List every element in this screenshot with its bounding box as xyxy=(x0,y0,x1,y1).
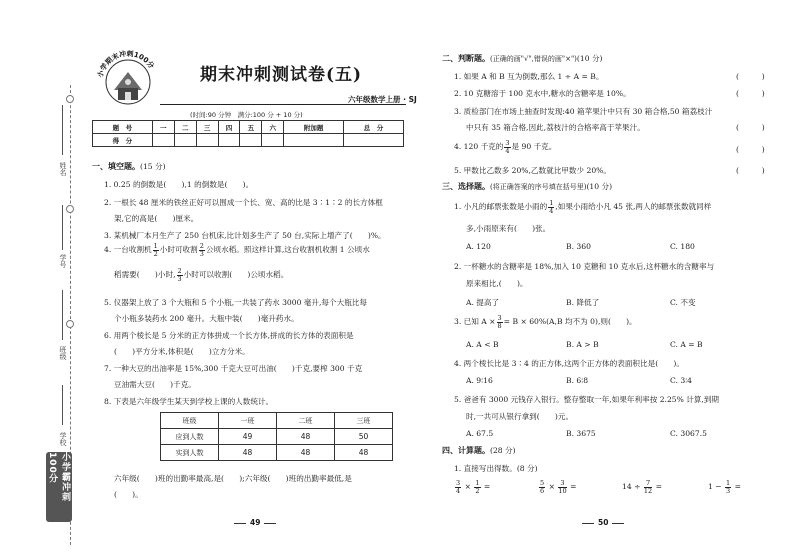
attendance-table-row xyxy=(161,445,393,461)
fraction xyxy=(474,480,480,494)
choice-question-1 xyxy=(454,200,711,214)
fraction xyxy=(497,315,503,329)
binding-strip xyxy=(0,0,82,560)
choice-q1-text-a: 1. 小凡的邮票张数是小雨的 xyxy=(454,202,548,211)
fraction-numerator: 1 xyxy=(726,479,731,487)
attendance-table-row xyxy=(161,429,393,445)
section-4-title: 四、计算题。 xyxy=(442,446,490,455)
answer-paren: ( ) xyxy=(736,123,765,132)
score-cell[interactable] xyxy=(152,134,174,147)
judge-question-2: 2. 10 克糖溶于 100 克水中,糖水的含糖率是 10%。 xyxy=(454,89,631,98)
fill-question-6: 6. 用两个棱长是 5 分米的正方体拼成一个长方体,拼成的长方体的表面积是 xyxy=(104,331,354,340)
page-number-left xyxy=(230,518,280,527)
fill-question-2: 2. 一根长 48 厘米的铁丝正好可以围成一个长、宽、高的比是 3∶1∶2 的长方体框 xyxy=(104,198,383,207)
attendance-table-header xyxy=(161,413,393,429)
fraction xyxy=(199,243,205,257)
score-cell[interactable] xyxy=(240,134,262,147)
score-table-header-cell: 三 xyxy=(196,121,218,134)
attendance-header-cell: 一班 xyxy=(219,413,277,429)
calc-expr-2 xyxy=(538,480,576,494)
fill-question-4-cont xyxy=(114,268,288,282)
section-3-note: (将正确答案的序号填在括号里) xyxy=(490,183,587,191)
class-label: 班级 xyxy=(59,346,67,360)
name-label: 姓名 xyxy=(59,162,67,176)
fraction-denominator: 6 xyxy=(540,486,545,495)
attendance-cell: 49 xyxy=(219,429,277,445)
equals-sign: = xyxy=(655,482,662,491)
q4-text-e: 小时可以收割( )公顷水稻。 xyxy=(183,270,289,279)
score-table-header-cell: 五 xyxy=(240,121,262,134)
series-logo-icon xyxy=(92,42,164,114)
fraction xyxy=(153,243,159,257)
binding-hole-icon xyxy=(66,320,74,328)
fraction-numerator: 3 xyxy=(558,480,566,488)
fraction-numerator: 7 xyxy=(644,480,652,488)
fraction-denominator: 10 xyxy=(558,486,567,495)
equals-sign: = xyxy=(734,482,741,491)
equals-sign: = xyxy=(483,482,491,491)
judge-question-3-cont: 中只有 35 箱合格,因此,荔枝汁的合格率高于苹果汁。 xyxy=(466,123,645,132)
brand-badge: 小学霸冲刺100分 xyxy=(46,452,72,522)
fill-question-3: 3. 某机械厂本月生产了 250 台机床,比计划多生产了 50 台,实际上增产了( )%。 xyxy=(104,231,386,240)
choice-question-1-cont: 多,小雨原来有( )张。 xyxy=(466,224,551,233)
attendance-table xyxy=(160,412,393,461)
operator: × xyxy=(548,482,555,491)
attendance-cell: 48 xyxy=(335,445,393,461)
fraction-denominator: 12 xyxy=(643,486,653,495)
choice-q3-text-a: 3. 已知 A × xyxy=(454,317,496,326)
right-page xyxy=(418,0,800,560)
judge-question-1: 1. 如果 A 和 B 互为倒数,那么 1 ÷ A = B。 xyxy=(454,72,604,81)
fraction xyxy=(455,480,461,494)
choice-q1-option-b: B. 360 xyxy=(566,242,591,251)
section-1-points: (15 分) xyxy=(140,162,166,171)
fraction-denominator: 4 xyxy=(549,206,554,215)
page-number-right xyxy=(578,518,628,527)
operator: × xyxy=(464,482,471,491)
score-table-header-cell: 六 xyxy=(262,121,284,134)
attendance-cell: 应到人数 xyxy=(161,429,219,445)
attendance-cell: 实到人数 xyxy=(161,445,219,461)
answer-paren: ( ) xyxy=(736,145,765,154)
fraction-denominator: 2 xyxy=(153,249,158,258)
choice-question-5: 5. 爸爸有 3000 元钱存入银行。整存整取一年,如果年利率按 2.25% 计算,到期 xyxy=(454,395,720,404)
answer-paren: ( ) xyxy=(736,166,765,175)
answer-paren: ( ) xyxy=(736,72,765,81)
attendance-header-cell: 二班 xyxy=(277,413,335,429)
section-1-title: 一、填空题。 xyxy=(92,162,140,171)
q4-text-c: 公顷水稻。照这样计算,这台收割机收割 1 公顷水 xyxy=(205,245,370,254)
title-divider xyxy=(160,104,406,105)
choice-q2-option-a: A. 提高了 xyxy=(466,298,500,307)
choice-q5-option-c: C. 3067.5 xyxy=(670,429,707,438)
choice-q2-option-b: B. 降低了 xyxy=(566,298,600,307)
attendance-header-cell: 班级 xyxy=(161,413,219,429)
answer-paren: ( ) xyxy=(736,89,765,98)
section-2-title: 二、判断题。 xyxy=(442,54,490,63)
fraction-numerator: 2 xyxy=(199,242,204,250)
judge-q4-text-b: 是 90 千克。 xyxy=(511,142,557,151)
fill-question-5: 5. 仪器架上放了 3 个大瓶和 5 个小瓶,一共装了药水 3000 毫升,每个大瓶比每 xyxy=(104,298,367,307)
fraction-numerator: 1 xyxy=(153,242,158,250)
q4-text-a: 4. 一台收割机 xyxy=(104,245,152,254)
score-table-header-cell: 题 号 xyxy=(93,121,153,134)
section-4-points: (28 分) xyxy=(490,446,516,455)
section-2-heading xyxy=(442,55,603,63)
fill-question-8-answer-cont: ( )。 xyxy=(114,490,143,499)
section-3-points: (10 分) xyxy=(586,182,613,191)
fill-question-5-cont: 个小瓶多装药水 200 毫升。大瓶中装( )毫升药水。 xyxy=(114,314,299,323)
attendance-header-cell: 三班 xyxy=(335,413,393,429)
calc-sub-1: 1. 直接写出得数。(8 分) xyxy=(454,464,538,473)
fraction-denominator: 2 xyxy=(475,486,480,495)
attendance-cell: 50 xyxy=(335,429,393,445)
page-title: 期末冲刺测试卷(五) xyxy=(200,65,363,85)
score-table-header-cell: 总 分 xyxy=(344,121,404,134)
fraction-numerator: 3 xyxy=(505,139,510,147)
school-write-line xyxy=(62,385,63,425)
score-table-header-row xyxy=(93,121,404,134)
attendance-cell: 48 xyxy=(219,445,277,461)
fraction-denominator: 8 xyxy=(497,321,502,330)
page-number-value: 50 xyxy=(598,518,609,527)
exam-meta: (时间:90 分钟 满分:100 分 + 10 分) xyxy=(190,111,303,119)
fraction-denominator: 3 xyxy=(177,274,182,283)
page-number-value: 49 xyxy=(250,518,261,527)
binding-hole-icon xyxy=(66,95,74,103)
score-table xyxy=(92,120,404,147)
choice-question-2-cont: 原来相比,( )。 xyxy=(466,279,528,288)
choice-q3-option-b: B. A > B xyxy=(566,340,599,349)
q4-text-d: 稻需要( )小时, xyxy=(114,270,176,279)
student-id-write-line xyxy=(62,205,63,250)
choice-q1-text-b: ,如果小雨给小凡 45 张,两人的邮票张数就同样 xyxy=(555,202,712,211)
school-label: 学校 xyxy=(59,432,67,446)
fraction xyxy=(644,480,652,494)
equals-sign: = xyxy=(570,482,577,491)
choice-q1-option-a: A. 120 xyxy=(466,242,491,251)
choice-q3-option-a: A. A < B xyxy=(466,340,499,349)
choice-question-5-cont: 时,一共可从银行拿到( )元。 xyxy=(466,412,574,421)
fraction-numerator: 2 xyxy=(177,267,182,275)
score-cell[interactable] xyxy=(344,134,404,147)
binding-hole-icon xyxy=(66,205,74,213)
choice-q2-option-c: C. 不变 xyxy=(670,298,696,307)
fraction-numerator: 3 xyxy=(497,314,502,322)
fill-question-6-cont: ( )平方分米,体积是( )立方分米。 xyxy=(114,347,250,356)
choice-q1-option-c: C. 180 xyxy=(670,242,695,251)
judge-question-3: 3. 质检部门在市场上抽查时发现:40 箱苹果汁中只有 30 箱合格,50 箱荔枝汁 xyxy=(454,107,713,116)
class-write-line xyxy=(62,290,63,340)
fraction-numerator: 1 xyxy=(475,479,480,487)
score-table-score-row xyxy=(93,134,404,147)
section-2-note: (正确的画"√",错误的画"×") xyxy=(490,55,577,63)
calc-expr-1 xyxy=(454,480,490,494)
attendance-cell: 48 xyxy=(277,429,335,445)
fraction xyxy=(558,480,566,494)
score-cell[interactable] xyxy=(218,134,240,147)
choice-question-2: 2. 一杯糖水的含糖率是 18%,加入 10 克糖和 10 克水后,这杯糖水的含糖率与 xyxy=(454,262,715,271)
student-id-label: 学号 xyxy=(59,254,67,268)
logo-ring-text: 小学期末冲刺100分 xyxy=(96,49,156,79)
fill-question-7: 7. 一种大豆的出油率是 15%,300 千克大豆可出油( )千克,要榨 300 千克 xyxy=(104,364,363,373)
score-table-header-cell: 附加题 xyxy=(284,121,344,134)
score-cell[interactable] xyxy=(174,134,196,147)
fraction-numerator: 1 xyxy=(549,199,554,207)
section-4-heading xyxy=(442,447,516,455)
expr-prefix: 14 ÷ xyxy=(622,482,641,491)
score-cell[interactable] xyxy=(284,134,344,147)
fill-question-2-cont: 架,它的高是( )厘米。 xyxy=(114,214,199,223)
expr-prefix: 1 − xyxy=(708,482,722,491)
q4-text-b: 小时可收割 xyxy=(159,245,198,254)
fraction-denominator: 3 xyxy=(199,249,204,258)
score-cell[interactable] xyxy=(196,134,218,147)
judge-q4-text-a: 4. 120 千克的 xyxy=(454,142,504,151)
fill-question-1: 1. 0.25 的倒数是( ),1 的倒数是( )。 xyxy=(104,180,254,189)
score-table-header-cell: 四 xyxy=(218,121,240,134)
choice-q4-option-c: C. 3∶4 xyxy=(670,376,693,385)
calc-expr-3 xyxy=(622,480,662,494)
fraction xyxy=(548,200,554,214)
section-3-heading xyxy=(442,183,612,191)
fill-question-7-cont: 豆油需大豆( )千克。 xyxy=(114,380,196,389)
score-table-row-label: 得 分 xyxy=(93,134,153,147)
fraction xyxy=(725,480,731,494)
choice-q3-option-c: C. A = B xyxy=(670,340,703,349)
fill-question-4 xyxy=(104,243,370,257)
series-logo xyxy=(92,42,164,114)
judge-question-5: 5. 甲数比乙数多 20%,乙数就比甲数少 20%。 xyxy=(454,166,611,175)
calc-expr-4 xyxy=(708,480,741,494)
choice-q5-option-a: A. 67.5 xyxy=(466,429,494,438)
choice-q3-text-b: = B × 60%(A,B 均不为 0),则( )。 xyxy=(503,317,637,326)
fraction xyxy=(177,268,183,282)
section-2-points: (10 分) xyxy=(576,54,603,63)
judge-question-4 xyxy=(454,140,556,154)
attendance-cell: 48 xyxy=(277,445,335,461)
choice-q4-option-a: A. 9∶16 xyxy=(466,376,493,385)
score-table-header-cell: 二 xyxy=(174,121,196,134)
fill-question-8-answer: 六年级( )班的出勤率最高,是( );六年级( )班的出勤率最低,是 xyxy=(114,474,352,483)
score-table-header-cell: 一 xyxy=(152,121,174,134)
fraction-numerator: 5 xyxy=(540,479,545,487)
name-write-line xyxy=(62,105,63,155)
fraction xyxy=(539,480,545,494)
choice-question-4: 4. 两个棱长比是 3∶4 的正方体,这两个正方体的表面积比是( )。 xyxy=(454,359,684,368)
grade-label: 六年级数学上册 · SJ xyxy=(348,95,417,104)
fraction-denominator: 4 xyxy=(505,146,510,155)
section-1-heading xyxy=(92,163,166,171)
choice-q5-option-b: B. 3675 xyxy=(566,429,596,438)
section-3-title: 三、选择题。 xyxy=(442,182,490,191)
fraction xyxy=(504,140,510,154)
score-cell[interactable] xyxy=(262,134,284,147)
fill-question-8: 8. 下表是六年级学生某天到学校上课的人数统计。 xyxy=(104,397,274,406)
fraction-numerator: 3 xyxy=(456,479,461,487)
fraction-denominator: 3 xyxy=(726,486,731,495)
choice-q4-option-b: B. 6∶8 xyxy=(566,376,589,385)
choice-question-3 xyxy=(454,315,637,329)
fraction-denominator: 4 xyxy=(456,486,461,495)
